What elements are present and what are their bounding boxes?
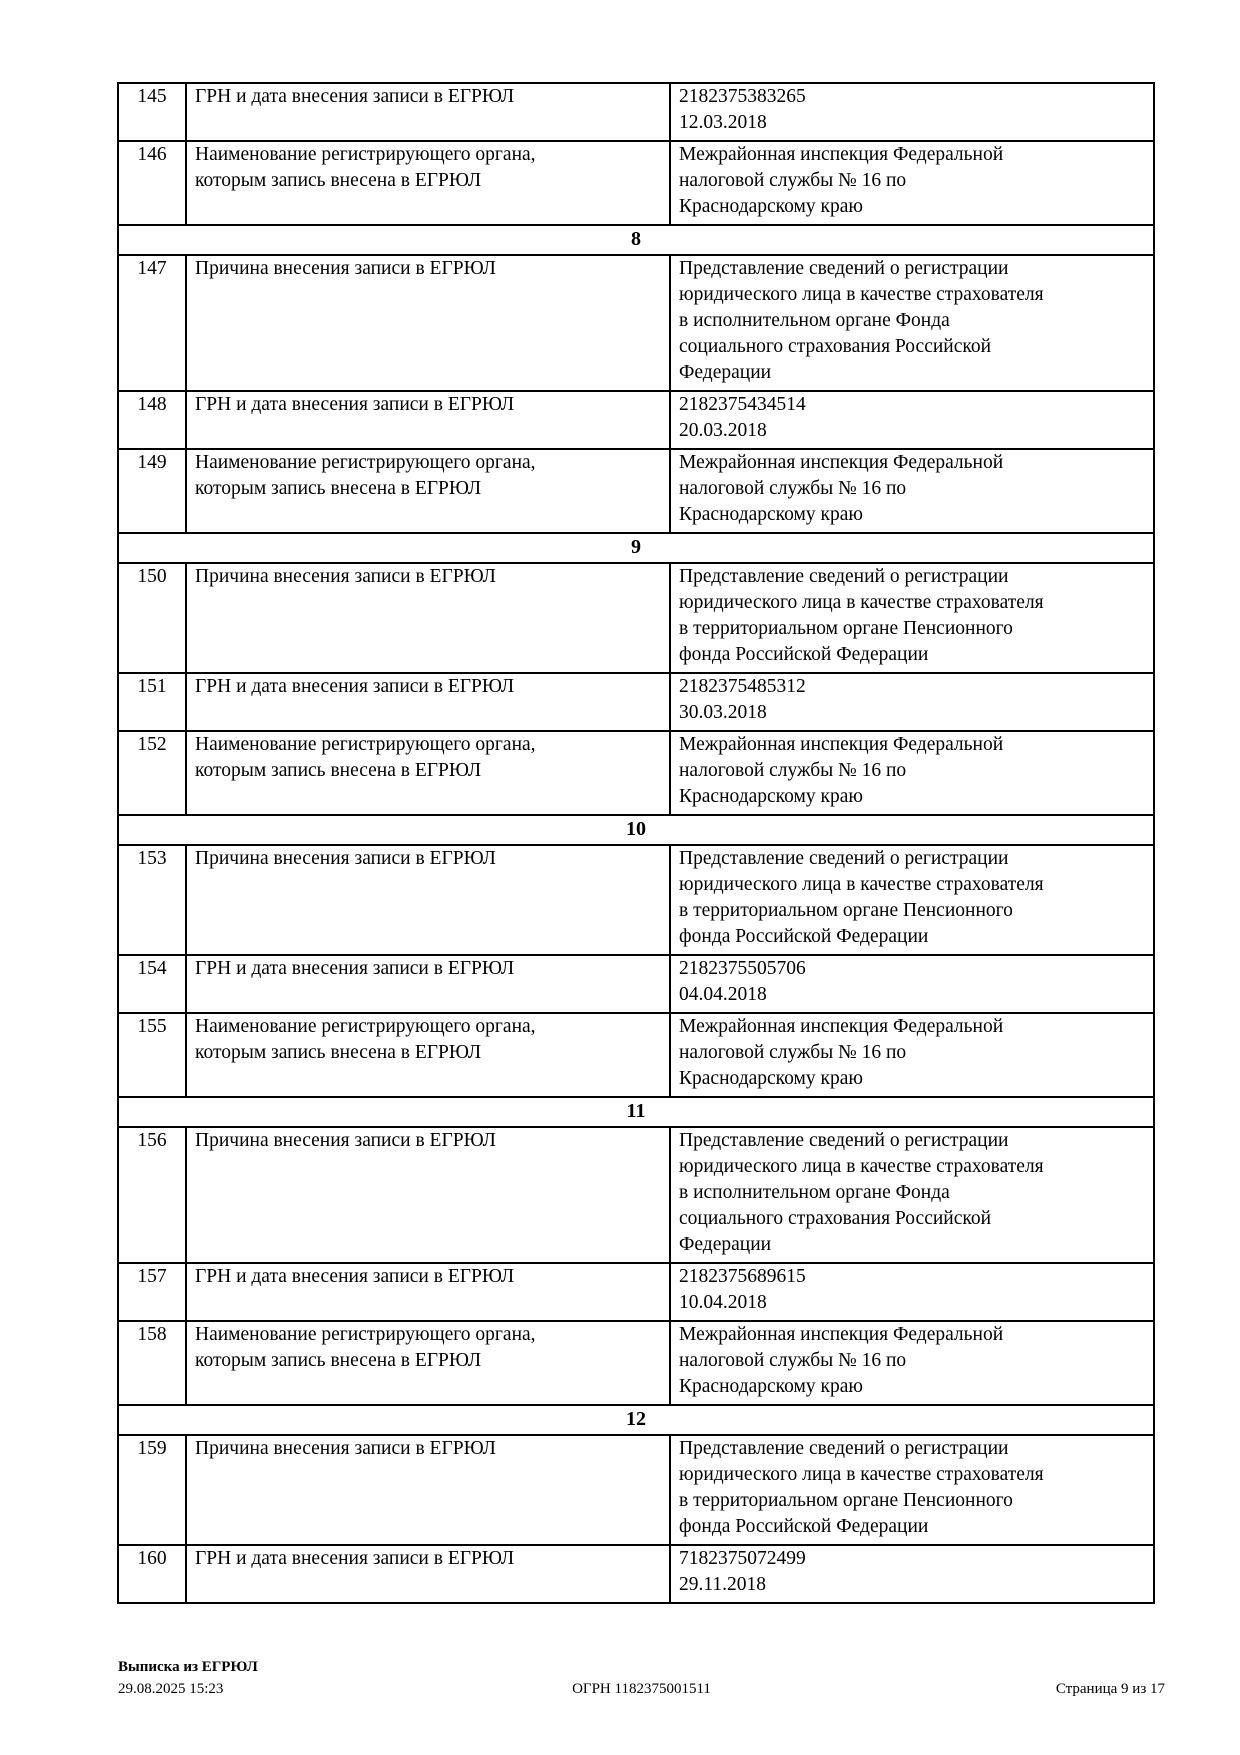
table-row [118,449,1154,533]
table-row [118,1127,1154,1263]
text-line: 2182375485312 [679,676,806,697]
field-value-cell [670,845,1154,955]
text-line: Федерации [679,1234,772,1255]
text-line: налоговой службы № 16 по [679,1042,907,1063]
field-value-cell [670,731,1154,815]
table-row [118,391,1154,449]
field-value-cell [670,1321,1154,1405]
text-line: в территориальном органе Пенсионного [679,1490,1013,1511]
row-number-cell: 156 [118,1127,186,1263]
text-line: Межрайонная инспекция Федеральной [679,144,1004,165]
text-line: фонда Российской Федерации [679,926,929,947]
row-number-cell: 148 [118,391,186,449]
section-row [118,533,1154,563]
field-value-cell [670,83,1154,141]
table-row [118,141,1154,225]
text-line: социального страхования Российской [679,336,992,357]
footer-page-number: Страница 9 из 17 [1055,1681,1165,1697]
text-line: налоговой службы № 16 по [679,760,907,781]
table-row [118,731,1154,815]
text-line: в территориальном органе Пенсионного [679,618,1013,639]
text-line: Причина внесения записи в ЕГРЮЛ [195,258,496,279]
text-line: которым запись внесена в ЕГРЮЛ [195,170,482,191]
section-row [118,1405,1154,1435]
field-label-cell [186,731,670,815]
row-number-cell: 154 [118,955,186,1013]
text-line: налоговой службы № 16 по [679,478,907,499]
field-value-cell [670,449,1154,533]
text-line: социального страхования Российской [679,1208,992,1229]
row-number-cell: 152 [118,731,186,815]
footer-doc-title: Выписка из ЕГРЮЛ [118,1659,258,1675]
field-value-cell [670,391,1154,449]
field-label-cell [186,1545,670,1603]
text-line: 2182375383265 [679,86,806,107]
text-line: которым запись внесена в ЕГРЮЛ [195,760,482,781]
field-label-cell [186,1263,670,1321]
text-line: которым запись внесена в ЕГРЮЛ [195,1042,482,1063]
text-line: Наименование регистрирующего органа, [195,1016,536,1037]
field-label-cell [186,673,670,731]
text-line: Федерации [679,362,772,383]
section-number: 8 [118,225,1154,255]
field-value-cell [670,255,1154,391]
text-line: Межрайонная инспекция Федеральной [679,1016,1004,1037]
section-row [118,225,1154,255]
field-value-cell [670,1013,1154,1097]
row-number-cell: 158 [118,1321,186,1405]
text-line: налоговой службы № 16 по [679,170,907,191]
field-label-cell [186,1435,670,1545]
field-label-cell [186,449,670,533]
table-row [118,1435,1154,1545]
text-line: 04.04.2018 [679,984,767,1005]
text-line: ГРН и дата внесения записи в ЕГРЮЛ [195,1266,515,1287]
text-line: 7182375072499 [679,1548,806,1569]
field-value-cell [670,955,1154,1013]
text-line: Наименование регистрирующего органа, [195,1324,536,1345]
row-number-cell: 153 [118,845,186,955]
text-line: ГРН и дата внесения записи в ЕГРЮЛ [195,958,515,979]
text-line: которым запись внесена в ЕГРЮЛ [195,478,482,499]
row-number-cell: 155 [118,1013,186,1097]
page-footer [118,1656,1165,1700]
text-line: фонда Российской Федерации [679,644,929,665]
table-row [118,255,1154,391]
row-number-cell: 147 [118,255,186,391]
table-row [118,563,1154,673]
table-row [118,1013,1154,1097]
field-value-cell [670,1435,1154,1545]
row-number-cell: 160 [118,1545,186,1603]
section-number: 11 [118,1097,1154,1127]
footer-second-line [118,1678,1165,1700]
field-label-cell [186,391,670,449]
text-line: Краснодарскому краю [679,1376,863,1397]
row-number-cell: 151 [118,673,186,731]
text-line: в исполнительном органе Фонда [679,1182,950,1203]
text-line: 29.11.2018 [679,1574,767,1595]
text-line: Представление сведений о регистрации [679,1438,1009,1459]
text-line: Наименование регистрирующего органа, [195,734,536,755]
section-number: 12 [118,1405,1154,1435]
egrul-records-table [117,82,1155,1604]
field-value-cell [670,563,1154,673]
text-line: 10.04.2018 [679,1292,767,1313]
egrul-records-tbody [118,83,1154,1603]
row-number-cell: 157 [118,1263,186,1321]
text-line: ГРН и дата внесения записи в ЕГРЮЛ [195,86,515,107]
footer-ogrn: ОГРН 1182375001511 [572,1681,711,1697]
table-row [118,1545,1154,1603]
text-line: фонда Российской Федерации [679,1516,929,1537]
text-line: ГРН и дата внесения записи в ЕГРЮЛ [195,676,515,697]
table-row [118,83,1154,141]
section-number: 9 [118,533,1154,563]
text-line: 30.03.2018 [679,702,767,723]
field-value-cell [670,1263,1154,1321]
table-row [118,845,1154,955]
field-label-cell [186,141,670,225]
row-number-cell: 149 [118,449,186,533]
row-number-cell: 159 [118,1435,186,1545]
text-line: юридического лица в качестве страхователя [679,874,1044,895]
row-number-cell: 150 [118,563,186,673]
field-label-cell [186,1127,670,1263]
text-line: 2182375505706 [679,958,806,979]
text-line: Представление сведений о регистрации [679,848,1009,869]
section-row [118,1097,1154,1127]
text-line: юридического лица в качестве страхователя [679,284,1044,305]
text-line: Межрайонная инспекция Федеральной [679,452,1004,473]
text-line: юридического лица в качестве страхователя [679,1156,1044,1177]
text-line: 12.03.2018 [679,112,767,133]
field-label-cell [186,955,670,1013]
text-line: ГРН и дата внесения записи в ЕГРЮЛ [195,394,515,415]
text-line: налоговой службы № 16 по [679,1350,907,1371]
text-line: Краснодарскому краю [679,786,863,807]
field-value-cell [670,1545,1154,1603]
text-line: в исполнительном органе Фонда [679,310,950,331]
table-row [118,1321,1154,1405]
text-line: Наименование регистрирующего органа, [195,452,536,473]
text-line: Причина внесения записи в ЕГРЮЛ [195,1130,496,1151]
field-label-cell [186,83,670,141]
field-label-cell [186,1321,670,1405]
field-value-cell [670,141,1154,225]
table-row [118,673,1154,731]
text-line: Причина внесения записи в ЕГРЮЛ [195,848,496,869]
text-line: Причина внесения записи в ЕГРЮЛ [195,566,496,587]
table-row [118,1263,1154,1321]
text-line: Наименование регистрирующего органа, [195,144,536,165]
text-line: ГРН и дата внесения записи в ЕГРЮЛ [195,1548,515,1569]
footer-timestamp: 29.08.2025 15:23 [118,1681,224,1697]
text-line: Межрайонная инспекция Федеральной [679,1324,1004,1345]
text-line: юридического лица в качестве страхователя [679,592,1044,613]
text-line: Краснодарскому краю [679,1068,863,1089]
text-line: Причина внесения записи в ЕГРЮЛ [195,1438,496,1459]
field-value-cell [670,1127,1154,1263]
text-line: юридического лица в качестве страхователя [679,1464,1044,1485]
field-label-cell [186,1013,670,1097]
text-line: Краснодарскому краю [679,504,863,525]
text-line: 2182375434514 [679,394,806,415]
field-label-cell [186,255,670,391]
text-line: в территориальном органе Пенсионного [679,900,1013,921]
field-label-cell [186,845,670,955]
section-row [118,815,1154,845]
table-row [118,955,1154,1013]
text-line: 2182375689615 [679,1266,806,1287]
row-number-cell: 145 [118,83,186,141]
text-line: которым запись внесена в ЕГРЮЛ [195,1350,482,1371]
text-line: Краснодарскому краю [679,196,863,217]
row-number-cell: 146 [118,141,186,225]
field-value-cell [670,673,1154,731]
field-label-cell [186,563,670,673]
text-line: 20.03.2018 [679,420,767,441]
section-number: 10 [118,815,1154,845]
text-line: Представление сведений о регистрации [679,1130,1009,1151]
text-line: Межрайонная инспекция Федеральной [679,734,1004,755]
text-line: Представление сведений о регистрации [679,258,1009,279]
text-line: Представление сведений о регистрации [679,566,1009,587]
